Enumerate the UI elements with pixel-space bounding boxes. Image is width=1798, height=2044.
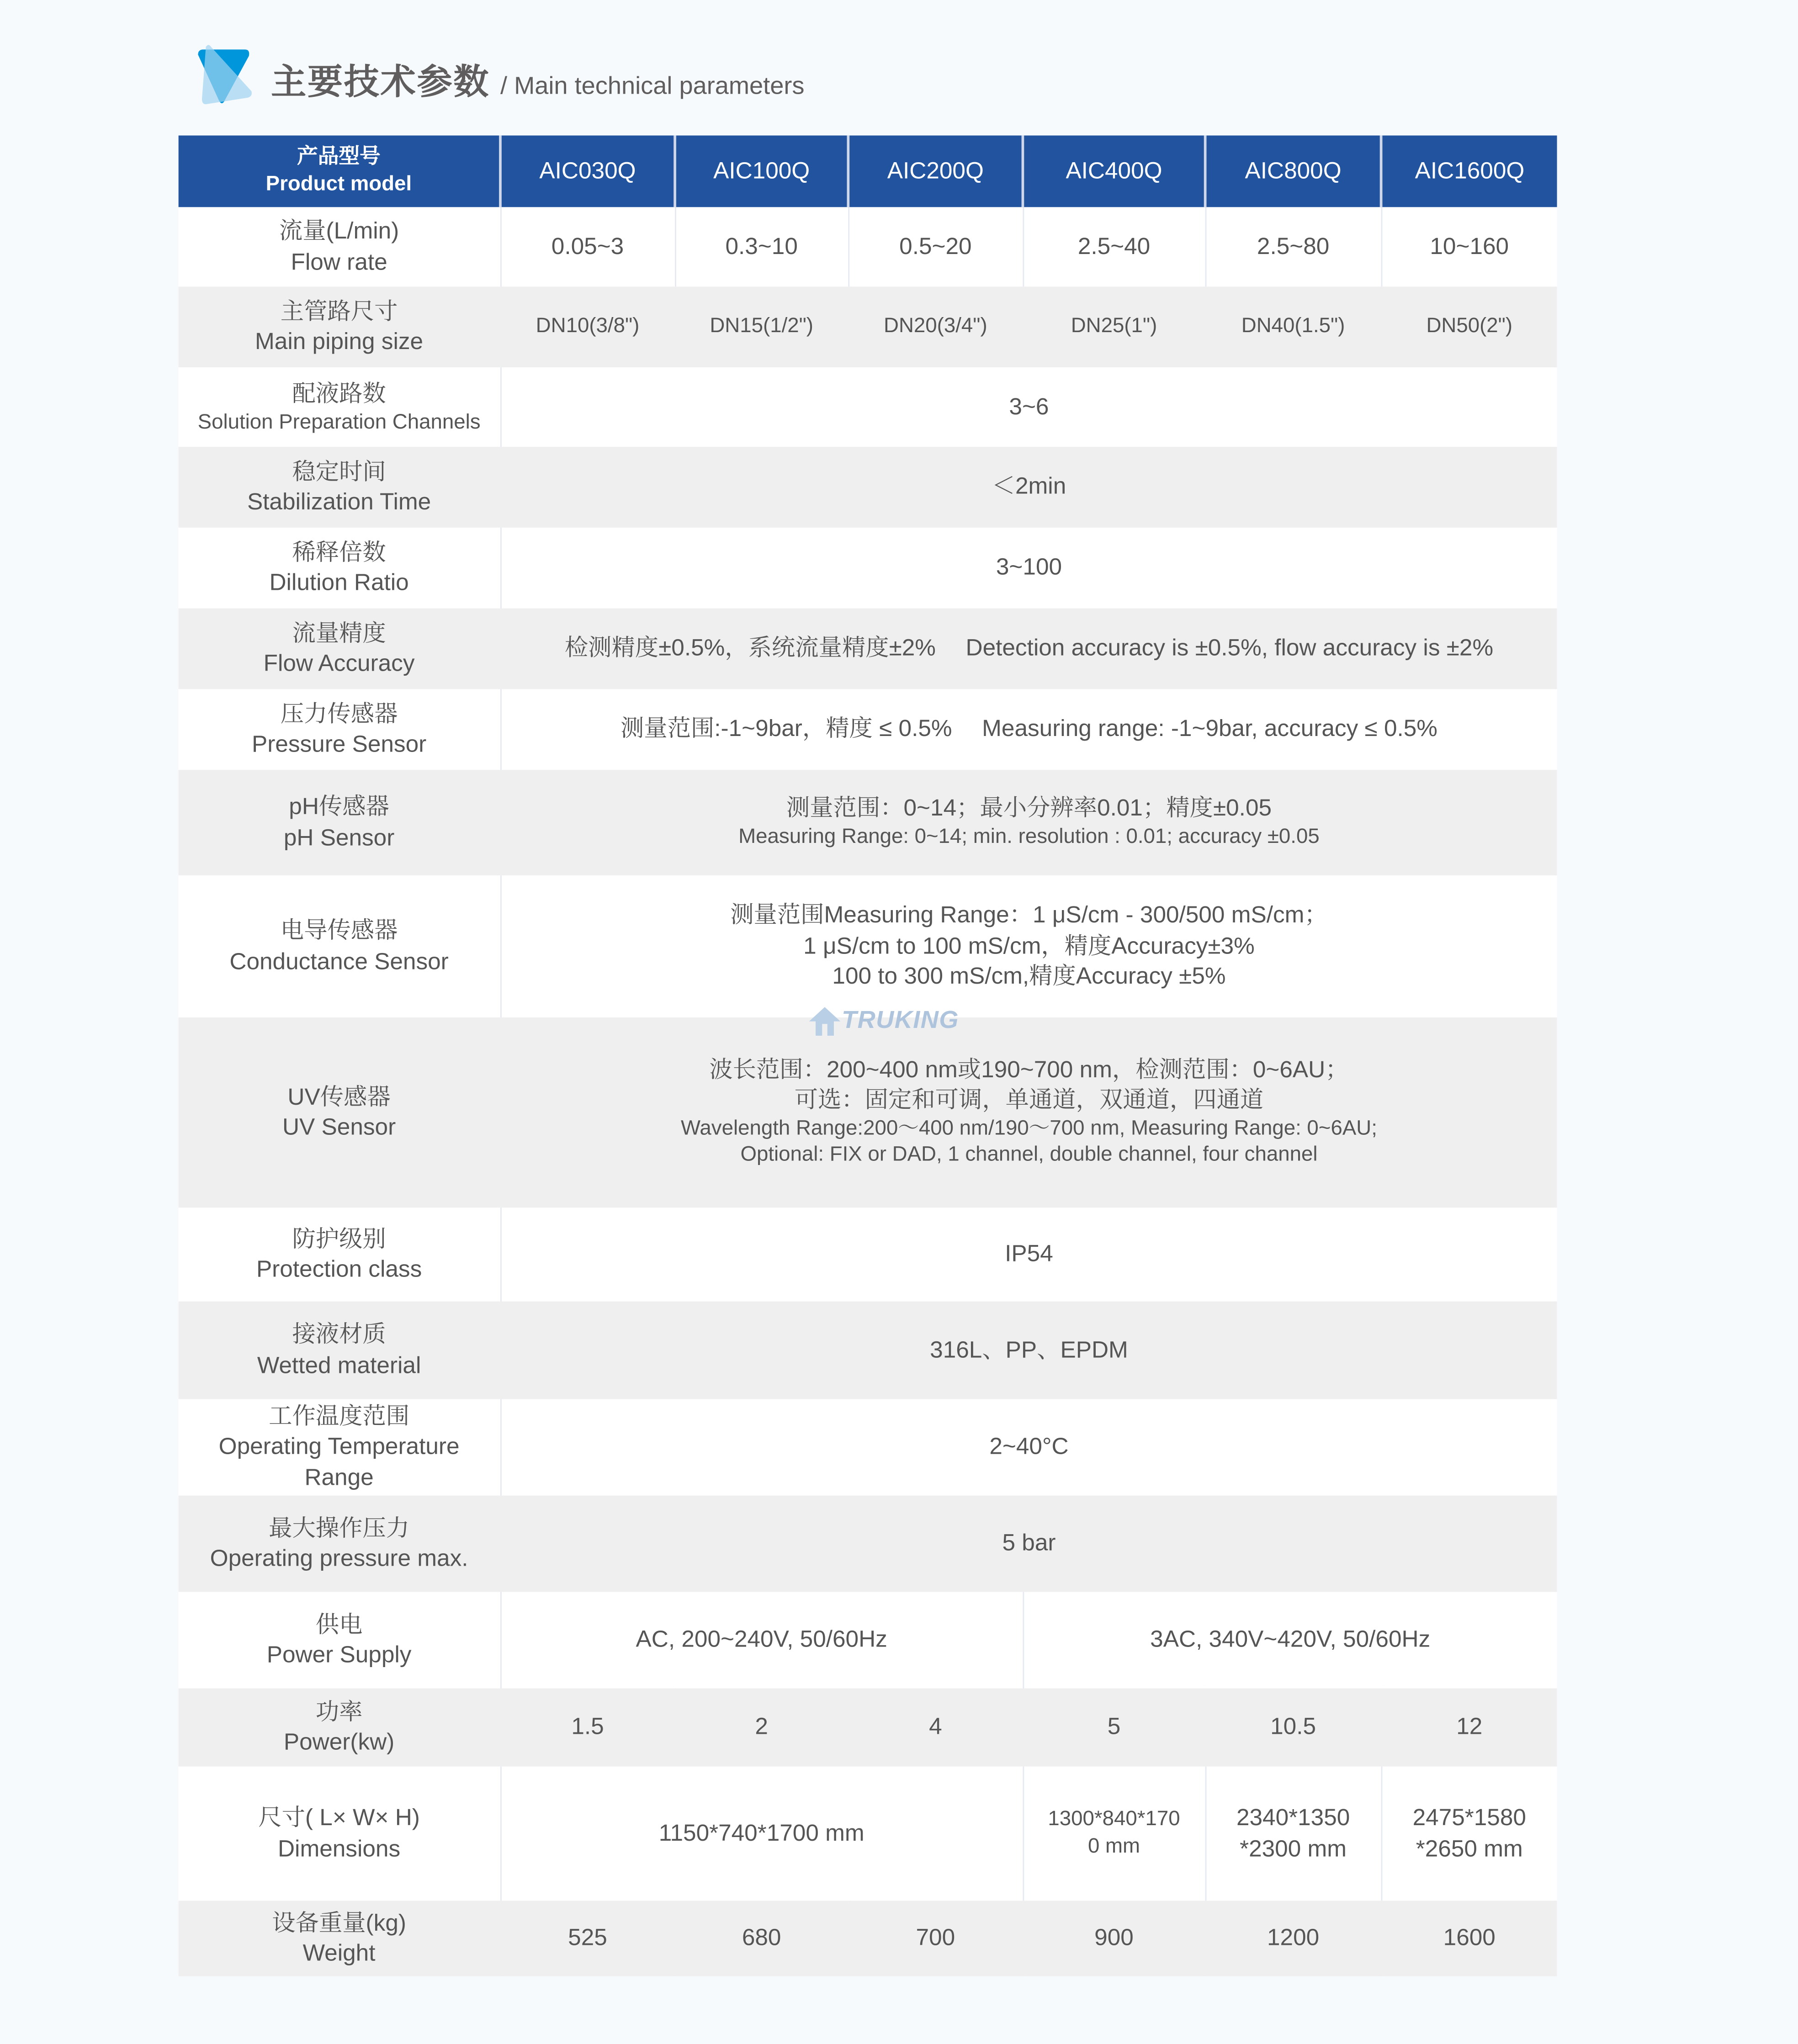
row-label-zh: 设备重量(kg) bbox=[272, 1909, 406, 1936]
row-label-en: Stabilization Time bbox=[247, 488, 431, 515]
row-label-en: Weight bbox=[302, 1939, 376, 1966]
value-line: DN40(1.5") bbox=[1241, 314, 1345, 337]
row-label-zh: 流量精度 bbox=[292, 620, 386, 646]
row-label-en: Conductance Sensor bbox=[229, 948, 449, 974]
header-product-model bbox=[179, 136, 500, 207]
row-label-zh: 稀释倍数 bbox=[292, 539, 386, 565]
row-label bbox=[179, 609, 500, 689]
table-row bbox=[179, 1399, 1557, 1496]
table-row bbox=[179, 770, 1557, 875]
value-line: 2.5~40 bbox=[1077, 233, 1151, 259]
value-cell bbox=[1023, 1767, 1205, 1901]
row-label-en: UV Sensor bbox=[282, 1114, 396, 1140]
value-line: 0 mm bbox=[1088, 1835, 1140, 1857]
value-cell bbox=[500, 447, 1557, 528]
value-line: 525 bbox=[568, 1924, 607, 1951]
value-line: 316L、PP、EPDM bbox=[930, 1336, 1128, 1363]
row-label-zh: pH传感器 bbox=[289, 793, 389, 820]
header-model-aic200q: AIC200Q bbox=[848, 136, 1023, 207]
row-label bbox=[179, 770, 500, 875]
watermark-text: TRUKING bbox=[842, 1007, 959, 1035]
value-cell bbox=[500, 207, 675, 286]
value-line: 波长范围：200~400 nm或190~700 nm，检测范围：0~6AU； bbox=[709, 1056, 1349, 1083]
value-cell bbox=[500, 875, 1557, 1017]
value-cell bbox=[848, 1901, 1023, 1976]
value-cell bbox=[1381, 1901, 1557, 1976]
row-label bbox=[179, 528, 500, 609]
value-cell bbox=[500, 1496, 1557, 1592]
value-cell bbox=[500, 1017, 1557, 1207]
value-line: 1300*840*170 bbox=[1048, 1808, 1180, 1830]
table-row bbox=[179, 609, 1557, 689]
title-english: / Main technical parameters bbox=[500, 73, 805, 101]
value-line: 1 μS/cm to 100 mS/cm，精度Accuracy±3% bbox=[803, 932, 1255, 959]
row-label-zh: 供电 bbox=[315, 1611, 363, 1637]
row-label-zh: 功率 bbox=[315, 1698, 363, 1725]
row-label bbox=[179, 447, 500, 528]
section-title bbox=[196, 44, 805, 104]
value-cell bbox=[1205, 286, 1381, 367]
value-line: 0.5~20 bbox=[899, 233, 972, 259]
table-row bbox=[179, 1017, 1557, 1207]
value-line: 检测精度±0.5%，系统流量精度±2% Detection accuracy is ±0.5%, flow accuracy is ±2% bbox=[564, 635, 1494, 661]
value-line: DN10(3/8") bbox=[536, 314, 640, 337]
value-cell bbox=[1023, 1689, 1205, 1767]
value-line: DN15(1/2") bbox=[710, 314, 814, 337]
value-cell bbox=[848, 1689, 1023, 1767]
value-line: IP54 bbox=[1005, 1240, 1053, 1267]
value-line: 3AC, 340V~420V, 50/60Hz bbox=[1150, 1626, 1431, 1652]
value-line: 5 bbox=[1107, 1713, 1121, 1740]
row-label bbox=[179, 1207, 500, 1301]
value-line: 1600 bbox=[1443, 1924, 1496, 1951]
value-cell bbox=[1205, 1767, 1381, 1901]
value-cell bbox=[1205, 207, 1381, 286]
value-cell bbox=[500, 1399, 1557, 1496]
value-cell bbox=[500, 609, 1557, 689]
row-label bbox=[179, 207, 500, 286]
value-cell bbox=[675, 286, 848, 367]
table-row bbox=[179, 367, 1557, 447]
row-label-en: Power(kw) bbox=[283, 1728, 395, 1755]
row-label bbox=[179, 875, 500, 1017]
table-row bbox=[179, 1207, 1557, 1301]
value-cell bbox=[500, 286, 675, 367]
row-label-en: Operating pressure max. bbox=[210, 1545, 468, 1571]
value-cell bbox=[500, 689, 1557, 770]
row-label-en: Flow rate bbox=[291, 248, 387, 275]
value-cell bbox=[500, 528, 1557, 609]
value-cell bbox=[1205, 1689, 1381, 1767]
value-line: 可选：固定和可调，单通道，双通道，四通道 bbox=[794, 1086, 1264, 1113]
header-model-aic400q: AIC400Q bbox=[1023, 136, 1205, 207]
header-label-en: Product model bbox=[265, 172, 412, 195]
row-label-en: Main piping size bbox=[255, 328, 424, 355]
title-chinese: 主要技术参数 bbox=[271, 62, 490, 102]
value-cell bbox=[1205, 1901, 1381, 1976]
row-label-zh: 防护级别 bbox=[292, 1225, 386, 1252]
row-label bbox=[179, 286, 500, 367]
value-cell bbox=[500, 1592, 1023, 1689]
row-label-zh: UV传感器 bbox=[287, 1083, 391, 1110]
table-row bbox=[179, 1767, 1557, 1901]
value-line: Optional: FIX or DAD, 1 channel, double channel, four channel bbox=[740, 1144, 1318, 1167]
row-label bbox=[179, 1302, 500, 1399]
value-line: 900 bbox=[1094, 1924, 1134, 1951]
row-label-en: pH Sensor bbox=[283, 824, 395, 850]
value-line: 2475*1580 bbox=[1412, 1804, 1526, 1831]
value-line: 1.5 bbox=[571, 1713, 604, 1740]
value-line: 2~40°C bbox=[989, 1433, 1069, 1460]
value-cell bbox=[675, 1689, 848, 1767]
row-label-en: Power Supply bbox=[266, 1641, 412, 1668]
row-label-en: Operating Temperature Range bbox=[218, 1433, 460, 1490]
value-cell bbox=[848, 207, 1023, 286]
row-label bbox=[179, 1017, 500, 1207]
row-label-en: Flow Accuracy bbox=[263, 650, 415, 676]
value-line: 0.3~10 bbox=[725, 233, 798, 259]
table-row bbox=[179, 689, 1557, 770]
row-label-en: Dimensions bbox=[277, 1835, 401, 1861]
value-cell bbox=[500, 1207, 1557, 1301]
header-model-aic800q: AIC800Q bbox=[1205, 136, 1381, 207]
row-label-en: Protection class bbox=[256, 1255, 422, 1282]
value-line: DN20(3/4") bbox=[884, 314, 987, 337]
row-label-zh: 工作温度范围 bbox=[269, 1403, 410, 1429]
value-cell bbox=[1023, 1592, 1557, 1689]
watermark bbox=[808, 1006, 959, 1037]
value-cell bbox=[848, 286, 1023, 367]
value-line: Wavelength Range:200～400 nm/190～700 nm, Measuring Range: 0~6AU; bbox=[681, 1117, 1377, 1139]
value-line: 1200 bbox=[1267, 1924, 1320, 1951]
value-line: 10.5 bbox=[1270, 1713, 1316, 1740]
value-line: DN50(2") bbox=[1426, 314, 1513, 337]
table-row bbox=[179, 875, 1557, 1017]
value-line: 1150*740*1700 mm bbox=[658, 1819, 865, 1846]
value-line: *2300 mm bbox=[1240, 1835, 1347, 1861]
value-cell bbox=[1023, 286, 1205, 367]
value-line: 100 to 300 mS/cm,精度Accuracy ±5% bbox=[832, 963, 1226, 989]
value-line: 680 bbox=[742, 1924, 781, 1951]
value-line: *2650 mm bbox=[1416, 1835, 1523, 1861]
value-cell bbox=[500, 1689, 675, 1767]
value-cell bbox=[675, 1901, 848, 1976]
row-label-zh: 流量(L/min) bbox=[279, 217, 399, 244]
row-label-en: Wetted material bbox=[257, 1351, 421, 1378]
row-label bbox=[179, 1689, 500, 1767]
value-cell bbox=[1381, 1689, 1557, 1767]
value-cell bbox=[500, 770, 1557, 875]
value-cell bbox=[500, 1767, 1023, 1901]
value-line: 3~6 bbox=[1009, 393, 1049, 419]
table-row bbox=[179, 1592, 1557, 1689]
row-label-zh: 配液路数 bbox=[292, 381, 386, 407]
header-model-aic100q: AIC100Q bbox=[675, 136, 848, 207]
value-line: 4 bbox=[929, 1713, 942, 1740]
value-line: AC, 200~240V, 50/60Hz bbox=[636, 1626, 887, 1652]
row-label bbox=[179, 1399, 500, 1496]
row-label-zh: 接液材质 bbox=[292, 1321, 386, 1347]
value-cell bbox=[1023, 1901, 1205, 1976]
row-label bbox=[179, 1901, 500, 1976]
row-label-zh: 电导传感器 bbox=[280, 917, 398, 943]
row-label bbox=[179, 1592, 500, 1689]
row-label-en: Pressure Sensor bbox=[251, 731, 427, 757]
value-cell bbox=[500, 1901, 675, 1976]
table-header-row bbox=[179, 136, 1557, 207]
value-line: DN25(1") bbox=[1071, 314, 1157, 337]
value-line: 5 bar bbox=[1002, 1530, 1056, 1556]
row-label-zh: 主管路尺寸 bbox=[280, 297, 398, 324]
value-line: Measuring Range: 0~14; min. resolution : 0.01; accuracy ±0.05 bbox=[738, 826, 1320, 848]
brand-triangle-icon bbox=[196, 44, 253, 104]
parameters-table bbox=[179, 136, 1557, 1976]
value-line: 10~160 bbox=[1430, 233, 1509, 259]
table-row bbox=[179, 286, 1557, 367]
table-row bbox=[179, 447, 1557, 528]
table-row bbox=[179, 1689, 1557, 1767]
header-label-zh: 产品型号 bbox=[297, 145, 381, 168]
value-line: 测量范围：0~14；最小分辨率0.01；精度±0.05 bbox=[786, 795, 1272, 821]
value-line: 12 bbox=[1456, 1713, 1483, 1740]
value-line: 2.5~80 bbox=[1257, 233, 1330, 259]
header-model-aic1600q: AIC1600Q bbox=[1381, 136, 1557, 207]
value-line: 测量范围:-1~9bar，精度 ≤ 0.5% Measuring range: -1~9bar, accuracy ≤ 0.5% bbox=[620, 715, 1437, 742]
row-label-zh: 尺寸( L× W× H) bbox=[258, 1804, 420, 1831]
truking-logo-icon bbox=[808, 1006, 842, 1037]
row-label bbox=[179, 1496, 500, 1592]
value-cell bbox=[1381, 286, 1557, 367]
table-row bbox=[179, 1302, 1557, 1399]
value-line: 3~100 bbox=[996, 554, 1062, 580]
table-row bbox=[179, 528, 1557, 609]
value-cell bbox=[675, 207, 848, 286]
row-label-zh: 最大操作压力 bbox=[269, 1514, 410, 1541]
table-row bbox=[179, 1901, 1557, 1976]
value-cell bbox=[1023, 207, 1205, 286]
value-line: ＜2min bbox=[992, 473, 1066, 499]
value-line: 2340*1350 bbox=[1236, 1804, 1350, 1831]
header-model-aic030q: AIC030Q bbox=[500, 136, 675, 207]
value-line: 2 bbox=[755, 1713, 768, 1740]
row-label bbox=[179, 367, 500, 447]
row-label-en: Solution Preparation Channels bbox=[197, 411, 481, 434]
row-label bbox=[179, 1767, 500, 1901]
value-line: 0.05~3 bbox=[551, 233, 624, 259]
value-line: 700 bbox=[916, 1924, 955, 1951]
value-cell bbox=[1381, 1767, 1557, 1901]
row-label-zh: 稳定时间 bbox=[292, 458, 386, 484]
row-label-zh: 压力传感器 bbox=[280, 700, 398, 727]
value-cell bbox=[500, 1302, 1557, 1399]
value-cell bbox=[1381, 207, 1557, 286]
row-label-en: Dilution Ratio bbox=[269, 569, 409, 596]
table-row bbox=[179, 1496, 1557, 1592]
value-cell bbox=[500, 367, 1557, 447]
value-line: 测量范围Measuring Range：1 μS/cm - 300/500 mS/cm； bbox=[730, 902, 1328, 928]
table-row bbox=[179, 207, 1557, 286]
row-label bbox=[179, 689, 500, 770]
